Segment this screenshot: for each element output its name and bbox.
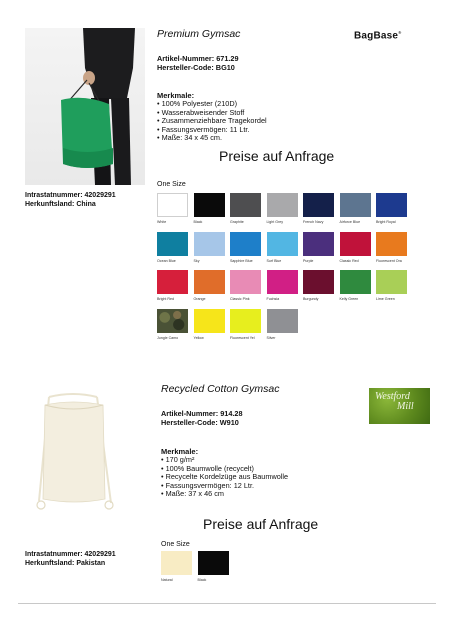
color-swatch bbox=[157, 232, 188, 263]
color-swatch bbox=[157, 309, 188, 340]
swatch-color-chip bbox=[376, 232, 407, 256]
color-swatch bbox=[193, 193, 225, 224]
swatch-color-name: Classic Red bbox=[339, 258, 359, 263]
color-swatch bbox=[157, 270, 188, 301]
swatch-color-name: White bbox=[157, 220, 167, 224]
swatch-color-chip bbox=[157, 270, 188, 294]
product-title: Premium Gymsac bbox=[157, 28, 241, 40]
swatch-color-chip bbox=[267, 232, 298, 256]
feature-item: • Recycelte Kordelzüge aus Baumwolle bbox=[161, 472, 289, 482]
swatch-color-name: Classic Pink bbox=[230, 297, 250, 301]
color-swatch bbox=[266, 270, 298, 301]
color-swatch bbox=[266, 232, 298, 263]
color-swatch bbox=[193, 232, 225, 263]
swatch-color-name: Graphite bbox=[230, 220, 244, 224]
swatch-color-chip bbox=[194, 309, 225, 333]
swatch-color-chip bbox=[157, 232, 188, 256]
swatch-color-chip bbox=[230, 232, 261, 256]
feature-item: • Zusammenziehbare Tragekordel bbox=[157, 116, 267, 126]
natural-cotton-gymsac-illustration bbox=[25, 393, 133, 520]
swatch-color-name: Sapphire Blue bbox=[230, 258, 253, 263]
features-list bbox=[157, 100, 267, 143]
swatch-color-chip bbox=[230, 193, 261, 217]
swatch-color-chip bbox=[194, 270, 225, 294]
color-swatch bbox=[230, 193, 261, 224]
swatch-color-name: Fluorescent Yel bbox=[230, 335, 255, 340]
color-swatch bbox=[266, 309, 298, 340]
product-photo-gymsac bbox=[25, 28, 145, 185]
swatch-color-name: Black bbox=[197, 578, 207, 582]
swatch-color-name: Purple bbox=[303, 258, 314, 263]
swatch-color-name: Orange bbox=[193, 297, 206, 301]
swatch-color-name: Surf Blue bbox=[266, 258, 282, 263]
swatch-color-name: Sky bbox=[193, 258, 200, 263]
color-swatch bbox=[161, 551, 192, 582]
swatch-color-chip bbox=[340, 270, 371, 294]
color-swatch bbox=[339, 270, 371, 301]
customs-info bbox=[25, 191, 116, 209]
swatch-color-chip bbox=[303, 232, 334, 256]
features-heading: Merkmale: bbox=[157, 91, 195, 100]
swatch-color-chip bbox=[303, 193, 334, 217]
swatch-color-name: Jungle Camo bbox=[157, 335, 179, 340]
swatch-color-chip bbox=[267, 309, 298, 333]
article-codes bbox=[157, 54, 239, 72]
swatch-color-chip bbox=[303, 270, 334, 294]
westford-mill-logo bbox=[369, 388, 430, 424]
feature-item: • Fassungsvermögen: 12 Ltr. bbox=[161, 480, 255, 490]
features-heading: Merkmale: bbox=[161, 447, 199, 456]
intrastat-number: Intrastatnummer: 42029291 bbox=[25, 551, 116, 558]
color-swatch bbox=[376, 193, 407, 224]
color-swatch bbox=[157, 193, 188, 224]
swatch-color-chip bbox=[194, 232, 225, 256]
swatch-color-chip bbox=[157, 193, 188, 217]
swatch-color-name: Bright Red bbox=[157, 297, 174, 301]
customs-info bbox=[25, 550, 116, 568]
swatch-color-name: Light Grey bbox=[266, 220, 284, 224]
features-list bbox=[161, 456, 288, 499]
brand-name: BagBase bbox=[354, 30, 399, 42]
price-on-request: Preise auf Anfrage bbox=[203, 516, 319, 532]
swatch-color-name: Bright Royal bbox=[376, 220, 396, 224]
swatch-color-name: Ocean Blue bbox=[157, 258, 176, 263]
swatch-color-chip bbox=[267, 193, 298, 217]
color-swatch bbox=[230, 270, 261, 301]
swatch-color-chip bbox=[198, 551, 229, 575]
color-swatch bbox=[197, 551, 229, 582]
swatch-color-name: Natural bbox=[161, 578, 173, 582]
swatch-color-name: Kelly Green bbox=[339, 297, 359, 301]
color-swatch bbox=[339, 193, 371, 224]
swatch-color-chip bbox=[230, 309, 261, 333]
color-swatch bbox=[266, 193, 298, 224]
feature-item: • Wasserabweisender Stoff bbox=[157, 107, 245, 117]
swatch-color-name: Airforce Blue bbox=[339, 220, 361, 224]
size-label: One Size bbox=[161, 541, 190, 548]
swatch-color-chip bbox=[340, 232, 371, 256]
manufacturer-code: Hersteller-Code: W910 bbox=[161, 418, 239, 427]
feature-item: • 100% Polyester (210D) bbox=[157, 99, 238, 108]
size-label: One Size bbox=[157, 181, 186, 188]
swatch-color-name: Yellow bbox=[193, 335, 204, 340]
swatch-color-chip bbox=[230, 270, 261, 294]
feature-item: • Maße: 34 x 45 cm. bbox=[157, 133, 223, 143]
feature-item: • Fassungsvermögen: 11 Ltr. bbox=[157, 124, 250, 134]
color-swatch bbox=[193, 309, 225, 340]
swatch-color-name: Burgundy bbox=[303, 297, 319, 301]
swatch-color-chip bbox=[161, 551, 192, 575]
manufacturer-code: Hersteller-Code: BG10 bbox=[157, 63, 235, 72]
swatch-color-name: Lime Green bbox=[376, 297, 395, 301]
color-swatch bbox=[303, 232, 334, 263]
swatch-color-chip bbox=[376, 193, 407, 217]
feature-item: • 170 g/m² bbox=[161, 455, 195, 464]
swatch-color-chip bbox=[267, 270, 298, 294]
swatch-color-name: Silver bbox=[266, 335, 276, 340]
color-swatch bbox=[303, 270, 334, 301]
swatch-color-chip bbox=[157, 309, 188, 333]
color-swatch bbox=[376, 270, 407, 301]
swatch-color-name: Black bbox=[193, 220, 203, 224]
country-of-origin: Herkunftsland: Pakistan bbox=[25, 560, 106, 567]
model-with-green-gymsac-illustration bbox=[25, 28, 145, 185]
article-codes bbox=[161, 409, 243, 427]
article-number: Artikel-Nummer: 914.28 bbox=[161, 409, 243, 418]
intrastat-number: Intrastatnummer: 42029291 bbox=[25, 192, 116, 199]
product-title: Recycled Cotton Gymsac bbox=[161, 383, 280, 395]
product-photo-cotton-gymsac bbox=[25, 393, 133, 520]
bagbase-logo: BagBase® bbox=[354, 30, 402, 42]
swatch-color-chip bbox=[194, 193, 225, 217]
page-divider bbox=[18, 603, 436, 604]
brand-line: Westford bbox=[375, 391, 410, 402]
feature-item: • Maße: 37 x 46 cm bbox=[161, 489, 224, 499]
feature-item: • 100% Baumwolle (recycelt) bbox=[161, 463, 254, 473]
country-of-origin: Herkunftsland: China bbox=[25, 201, 96, 208]
swatch-color-name: French Navy bbox=[303, 220, 324, 224]
color-swatch bbox=[303, 193, 334, 224]
color-swatch bbox=[193, 270, 225, 301]
color-swatch bbox=[376, 232, 407, 263]
swatch-color-name: Fluorescent Ora bbox=[376, 258, 402, 263]
swatch-color-name: Fuchsia bbox=[266, 297, 280, 301]
article-number: Artikel-Nummer: 671.29 bbox=[157, 54, 239, 63]
color-swatch bbox=[230, 232, 261, 263]
price-on-request: Preise auf Anfrage bbox=[219, 148, 335, 164]
color-swatch bbox=[230, 309, 261, 340]
swatch-color-chip bbox=[340, 193, 371, 217]
swatch-color-chip bbox=[376, 270, 407, 294]
brand-line: Mill bbox=[397, 401, 414, 412]
color-swatch bbox=[339, 232, 371, 263]
